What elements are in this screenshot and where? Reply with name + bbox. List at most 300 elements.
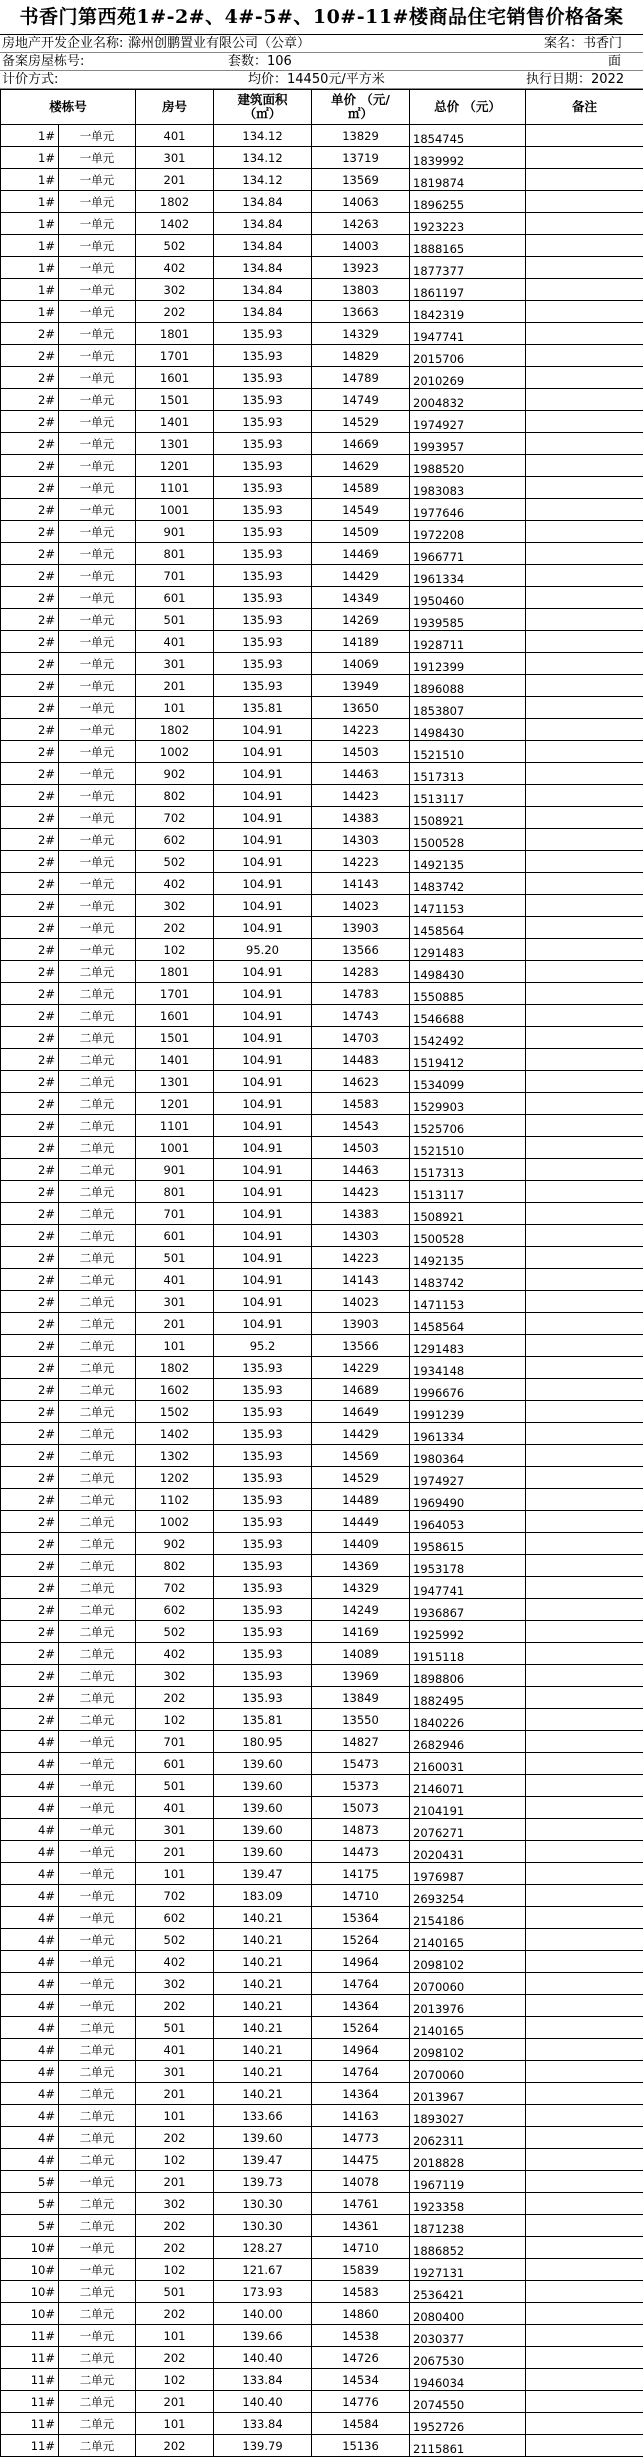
building-cell: 2# — [1, 1599, 59, 1621]
building-cell: 1# — [1, 301, 59, 323]
unit-cell: 二单元 — [59, 2149, 136, 2171]
total-price-cell: 1896088 — [410, 675, 526, 697]
remark-cell — [526, 961, 643, 983]
area-cell: 135.93 — [214, 411, 312, 433]
unit-price-cell: 14329 — [312, 323, 410, 345]
total-price-cell: 1958615 — [410, 1533, 526, 1555]
unit-price-cell: 14475 — [312, 2149, 410, 2171]
building-cell: 2# — [1, 873, 59, 895]
building-cell: 1# — [1, 169, 59, 191]
table-row — [1, 1599, 643, 1621]
unit-cell: 一单元 — [59, 1885, 136, 1907]
remark-cell — [526, 873, 643, 895]
building-cell: 5# — [1, 2215, 59, 2237]
unit-price-cell: 14473 — [312, 1841, 410, 1863]
building-cell: 4# — [1, 2105, 59, 2127]
table-row — [1, 939, 643, 961]
unit-cell: 二单元 — [59, 1203, 136, 1225]
room-cell: 702 — [136, 807, 214, 829]
unit-price-cell: 14449 — [312, 1511, 410, 1533]
remark-cell — [526, 1863, 643, 1885]
total-price-cell: 2098102 — [410, 2039, 526, 2061]
unit-cell: 一单元 — [59, 301, 136, 323]
total-price-cell: 1961334 — [410, 565, 526, 587]
building-cell: 2# — [1, 587, 59, 609]
case-name-label: 案名：书香门 — [544, 35, 622, 52]
building-cell: 10# — [1, 2259, 59, 2281]
total-price-cell: 1471153 — [410, 1291, 526, 1313]
room-cell: 101 — [136, 2105, 214, 2127]
table-row — [1, 1093, 643, 1115]
total-price-cell: 1521510 — [410, 1137, 526, 1159]
building-cell: 5# — [1, 2193, 59, 2215]
room-cell: 101 — [136, 697, 214, 719]
table-row — [1, 1533, 643, 1555]
remark-cell — [526, 2369, 643, 2391]
building-cell: 2# — [1, 1159, 59, 1181]
unit-price-cell: 14649 — [312, 1401, 410, 1423]
unit-price-cell: 13566 — [312, 939, 410, 961]
unit-cell: 二单元 — [59, 2039, 136, 2061]
unit-price-cell: 14583 — [312, 2281, 410, 2303]
remark-cell — [526, 1621, 643, 1643]
area-cell: 139.60 — [214, 1819, 312, 1841]
total-price-cell: 1923223 — [410, 213, 526, 235]
building-cell: 1# — [1, 191, 59, 213]
table-row — [1, 697, 643, 719]
table-row — [1, 1247, 643, 1269]
table-row — [1, 1863, 643, 1885]
unit-price-cell: 14529 — [312, 1467, 410, 1489]
table-row — [1, 2303, 643, 2325]
room-cell: 202 — [136, 2215, 214, 2237]
room-cell: 302 — [136, 895, 214, 917]
area-cell: 95.2 — [214, 1335, 312, 1357]
total-price-cell: 1974927 — [410, 1467, 526, 1489]
unit-cell: 一单元 — [59, 829, 136, 851]
total-price-cell: 1898806 — [410, 1665, 526, 1687]
building-cell: 4# — [1, 2149, 59, 2171]
table-row — [1, 1203, 643, 1225]
remark-cell — [526, 1753, 643, 1775]
table-row — [1, 455, 643, 477]
area-cell: 134.84 — [214, 279, 312, 301]
unit-cell: 二单元 — [59, 1071, 136, 1093]
unit-price-cell: 14584 — [312, 2413, 410, 2435]
room-cell: 1002 — [136, 741, 214, 763]
unit-price-cell: 14583 — [312, 1093, 410, 1115]
table-row — [1, 1555, 643, 1577]
total-price-cell: 1521510 — [410, 741, 526, 763]
unit-cell: 一单元 — [59, 2171, 136, 2193]
unit-cell: 一单元 — [59, 521, 136, 543]
total-price-cell: 1498430 — [410, 961, 526, 983]
room-cell: 601 — [136, 587, 214, 609]
table-row — [1, 2259, 643, 2281]
total-price-cell: 1966771 — [410, 543, 526, 565]
area-cell: 140.21 — [214, 1995, 312, 2017]
total-price-cell: 1988520 — [410, 455, 526, 477]
header-area — [214, 90, 312, 125]
unit-price-cell: 14023 — [312, 1291, 410, 1313]
unit-cell: 一单元 — [59, 807, 136, 829]
unit-cell: 二单元 — [59, 1357, 136, 1379]
room-cell: 301 — [136, 1819, 214, 1841]
total-price-cell: 1550885 — [410, 983, 526, 1005]
room-cell: 1002 — [136, 1511, 214, 1533]
total-price-cell: 2154186 — [410, 1907, 526, 1929]
table-row — [1, 961, 643, 983]
room-cell: 502 — [136, 1621, 214, 1643]
table-row — [1, 829, 643, 851]
remark-cell — [526, 829, 643, 851]
remark-cell — [526, 631, 643, 653]
unit-price-cell: 14143 — [312, 873, 410, 895]
area-cell: 135.93 — [214, 675, 312, 697]
building-cell: 2# — [1, 1709, 59, 1731]
remark-cell — [526, 1071, 643, 1093]
table-row — [1, 1467, 643, 1489]
total-price-cell: 1974927 — [410, 411, 526, 433]
unit-cell: 二单元 — [59, 2017, 136, 2039]
room-cell: 401 — [136, 1269, 214, 1291]
unit-cell: 一单元 — [59, 565, 136, 587]
building-cell: 2# — [1, 499, 59, 521]
building-cell: 4# — [1, 1819, 59, 1841]
room-cell: 202 — [136, 2237, 214, 2259]
area-cell: 104.91 — [214, 1093, 312, 1115]
remark-cell — [526, 1731, 643, 1753]
area-cell: 135.93 — [214, 367, 312, 389]
total-price-cell: 1500528 — [410, 1225, 526, 1247]
table-row — [1, 1665, 643, 1687]
table-row — [1, 1291, 643, 1313]
building-cell: 2# — [1, 1665, 59, 1687]
area-cell: 139.60 — [214, 1753, 312, 1775]
room-cell: 202 — [136, 2347, 214, 2369]
total-price-cell: 1871238 — [410, 2215, 526, 2237]
area-cell: 140.00 — [214, 2303, 312, 2325]
unit-price-cell: 14489 — [312, 1489, 410, 1511]
remark-cell — [526, 1291, 643, 1313]
room-cell: 602 — [136, 1599, 214, 1621]
building-cell: 2# — [1, 697, 59, 719]
area-cell: 135.93 — [214, 1357, 312, 1379]
area-cell: 135.93 — [214, 1445, 312, 1467]
remark-cell — [526, 1665, 643, 1687]
unit-cell: 二单元 — [59, 1049, 136, 1071]
building-cell: 2# — [1, 1643, 59, 1665]
header-total: 总价 （元） — [410, 90, 526, 125]
unit-cell: 二单元 — [59, 1621, 136, 1643]
total-price-cell: 1853807 — [410, 697, 526, 719]
table-row — [1, 2391, 643, 2413]
table-row — [1, 2325, 643, 2347]
unit-price-cell: 14383 — [312, 807, 410, 829]
table-row — [1, 1489, 643, 1511]
unit-cell: 一单元 — [59, 1841, 136, 1863]
unit-price-cell: 14860 — [312, 2303, 410, 2325]
remark-cell — [526, 191, 643, 213]
room-cell: 502 — [136, 235, 214, 257]
remark-cell — [526, 1313, 643, 1335]
area-cell: 140.21 — [214, 2039, 312, 2061]
remark-cell — [526, 587, 643, 609]
area-cell: 140.21 — [214, 2017, 312, 2039]
building-cell: 2# — [1, 1445, 59, 1467]
unit-price-cell: 14669 — [312, 433, 410, 455]
area-cell: 104.91 — [214, 873, 312, 895]
unit-cell: 一单元 — [59, 389, 136, 411]
unit-price-cell: 14749 — [312, 389, 410, 411]
remark-cell — [526, 1445, 643, 1467]
unit-cell: 二单元 — [59, 983, 136, 1005]
unit-price-cell: 14364 — [312, 1995, 410, 2017]
total-price-cell: 1980364 — [410, 1445, 526, 1467]
total-price-cell: 2682946 — [410, 1731, 526, 1753]
area-cell: 139.60 — [214, 1797, 312, 1819]
area-cell: 139.66 — [214, 2325, 312, 2347]
table-row — [1, 2413, 643, 2435]
room-cell: 702 — [136, 1577, 214, 1599]
unit-cell: 一单元 — [59, 587, 136, 609]
unit-cell: 二单元 — [59, 1027, 136, 1049]
unit-cell: 二单元 — [59, 2413, 136, 2435]
remark-cell — [526, 411, 643, 433]
building-cell: 2# — [1, 1489, 59, 1511]
remark-cell — [526, 477, 643, 499]
room-cell: 901 — [136, 521, 214, 543]
room-cell: 202 — [136, 917, 214, 939]
total-price-cell: 1972208 — [410, 521, 526, 543]
unit-cell: 一单元 — [59, 169, 136, 191]
unit-cell: 二单元 — [59, 2281, 136, 2303]
remark-cell — [526, 1423, 643, 1445]
room-cell: 402 — [136, 257, 214, 279]
unit-price-cell: 14463 — [312, 1159, 410, 1181]
unit-price-cell: 14369 — [312, 1555, 410, 1577]
header-row — [1, 90, 643, 125]
room-cell: 201 — [136, 2391, 214, 2413]
remark-cell — [526, 851, 643, 873]
unit-cell: 二单元 — [59, 1445, 136, 1467]
area-cell: 104.91 — [214, 895, 312, 917]
total-price-cell: 1893027 — [410, 2105, 526, 2127]
building-cell: 1# — [1, 279, 59, 301]
room-cell: 101 — [136, 1863, 214, 1885]
room-cell: 501 — [136, 1775, 214, 1797]
total-price-cell: 1991239 — [410, 1401, 526, 1423]
unit-price-cell: 14349 — [312, 587, 410, 609]
unit-price-cell: 14023 — [312, 895, 410, 917]
remark-cell — [526, 1577, 643, 1599]
unit-price-cell: 14503 — [312, 741, 410, 763]
remark-cell — [526, 2237, 643, 2259]
area-cell: 104.91 — [214, 1159, 312, 1181]
area-cell: 104.91 — [214, 1203, 312, 1225]
room-cell: 101 — [136, 1335, 214, 1357]
table-row — [1, 1929, 643, 1951]
unit-price-cell: 14283 — [312, 961, 410, 983]
pricing-method-label: 计价方式: — [2, 71, 58, 88]
area-cell: 135.93 — [214, 1511, 312, 1533]
remark-cell — [526, 697, 643, 719]
unit-price-cell: 14549 — [312, 499, 410, 521]
remark-cell — [526, 565, 643, 587]
building-cell: 2# — [1, 763, 59, 785]
unit-cell: 二单元 — [59, 1005, 136, 1027]
unit-price-cell: 14964 — [312, 1951, 410, 1973]
remark-cell — [526, 147, 643, 169]
remark-cell — [526, 1137, 643, 1159]
unit-price-cell: 14089 — [312, 1643, 410, 1665]
unit-cell: 二单元 — [59, 1225, 136, 1247]
total-price-cell: 1842319 — [410, 301, 526, 323]
building-cell: 2# — [1, 1137, 59, 1159]
unit-price-cell: 13550 — [312, 1709, 410, 1731]
unit-price-cell: 14229 — [312, 1357, 410, 1379]
remark-cell — [526, 1841, 643, 1863]
total-price-cell: 2140165 — [410, 2017, 526, 2039]
total-price-cell: 1542492 — [410, 1027, 526, 1049]
building-cell: 2# — [1, 1005, 59, 1027]
unit-price-cell: 15136 — [312, 2435, 410, 2457]
table-row — [1, 1357, 643, 1379]
header-area-line1: 建筑面积 — [214, 93, 311, 107]
room-cell: 201 — [136, 169, 214, 191]
table-row — [1, 785, 643, 807]
total-price-cell: 2004832 — [410, 389, 526, 411]
unit-cell: 二单元 — [59, 2347, 136, 2369]
area-cell: 104.91 — [214, 1005, 312, 1027]
unit-price-cell: 13903 — [312, 1313, 410, 1335]
table-row — [1, 1159, 643, 1181]
unit-price-cell: 13969 — [312, 1665, 410, 1687]
room-cell: 102 — [136, 1709, 214, 1731]
unit-cell: 一单元 — [59, 653, 136, 675]
unit-cell: 一单元 — [59, 1753, 136, 1775]
unit-price-cell: 14263 — [312, 213, 410, 235]
building-cell: 2# — [1, 1291, 59, 1313]
total-price-cell: 1519412 — [410, 1049, 526, 1071]
total-price-cell: 2020431 — [410, 1841, 526, 1863]
unit-price-cell: 14629 — [312, 455, 410, 477]
header-area-line2: （㎡） — [214, 107, 311, 121]
unit-cell: 一单元 — [59, 125, 136, 147]
total-price-cell: 1947741 — [410, 1577, 526, 1599]
area-cell: 135.93 — [214, 345, 312, 367]
table-row — [1, 2435, 643, 2457]
unit-price-cell: 14175 — [312, 1863, 410, 1885]
building-cell: 4# — [1, 1907, 59, 1929]
remark-cell — [526, 389, 643, 411]
room-cell: 802 — [136, 1555, 214, 1577]
total-price-cell: 1934148 — [410, 1357, 526, 1379]
unit-price-cell: 13719 — [312, 147, 410, 169]
unit-price-cell: 13650 — [312, 697, 410, 719]
room-cell: 1402 — [136, 213, 214, 235]
remark-cell — [526, 939, 643, 961]
remark-cell — [526, 785, 643, 807]
room-cell: 702 — [136, 1885, 214, 1907]
unit-price-cell: 14589 — [312, 477, 410, 499]
unit-price-cell: 14189 — [312, 631, 410, 653]
unit-price-cell: 14689 — [312, 1379, 410, 1401]
total-price-cell: 1861197 — [410, 279, 526, 301]
unit-cell: 一单元 — [59, 213, 136, 235]
remark-cell — [526, 1115, 643, 1137]
remark-cell — [526, 763, 643, 785]
table-row — [1, 807, 643, 829]
total-price-cell: 1492135 — [410, 1247, 526, 1269]
unit-cell: 一单元 — [59, 1907, 136, 1929]
table-row — [1, 2281, 643, 2303]
unit-cell: 二单元 — [59, 2215, 136, 2237]
unit-price-cell: 14329 — [312, 1577, 410, 1599]
remark-cell — [526, 1005, 643, 1027]
area-cell: 104.91 — [214, 1225, 312, 1247]
area-cell: 135.93 — [214, 1687, 312, 1709]
table-row — [1, 257, 643, 279]
total-price-cell: 1517313 — [410, 1159, 526, 1181]
unit-price-cell: 14873 — [312, 1819, 410, 1841]
room-cell: 401 — [136, 125, 214, 147]
table-row — [1, 169, 643, 191]
area-cell: 140.21 — [214, 1951, 312, 1973]
building-cell: 2# — [1, 1687, 59, 1709]
room-cell: 201 — [136, 2171, 214, 2193]
building-cell: 11# — [1, 2325, 59, 2347]
unit-price-cell: 14303 — [312, 1225, 410, 1247]
header-price-line1: 单价 （元/ — [312, 93, 409, 107]
area-cell: 134.84 — [214, 191, 312, 213]
area-cell: 133.66 — [214, 2105, 312, 2127]
remark-cell — [526, 2391, 643, 2413]
building-cell: 2# — [1, 961, 59, 983]
remark-cell — [526, 1643, 643, 1665]
table-row — [1, 1753, 643, 1775]
table-row — [1, 587, 643, 609]
area-cell: 135.93 — [214, 1643, 312, 1665]
building-cell: 4# — [1, 1995, 59, 2017]
remark-cell — [526, 367, 643, 389]
table-row — [1, 279, 643, 301]
table-row — [1, 1225, 643, 1247]
unit-price-cell: 14773 — [312, 2127, 410, 2149]
room-cell: 102 — [136, 2259, 214, 2281]
building-cell: 10# — [1, 2281, 59, 2303]
building-cell: 11# — [1, 2347, 59, 2369]
room-cell: 501 — [136, 2017, 214, 2039]
room-cell: 701 — [136, 1731, 214, 1753]
unit-price-cell: 14509 — [312, 521, 410, 543]
unit-cell: 一单元 — [59, 2237, 136, 2259]
unit-cell: 二单元 — [59, 1291, 136, 1313]
area-cell: 135.93 — [214, 477, 312, 499]
remark-cell — [526, 1379, 643, 1401]
area-cell: 135.93 — [214, 1423, 312, 1445]
remark-cell — [526, 1555, 643, 1577]
building-cell: 2# — [1, 1533, 59, 1555]
room-cell: 1801 — [136, 323, 214, 345]
room-cell: 402 — [136, 1643, 214, 1665]
table-row — [1, 213, 643, 235]
area-cell: 140.21 — [214, 1907, 312, 1929]
building-cell: 2# — [1, 565, 59, 587]
building-cell: 2# — [1, 521, 59, 543]
page-title: 书香门第西苑1#-2#、4#-5#、10#-11#楼商品住宅销售价格备案 — [0, 0, 643, 35]
unit-price-cell: 14223 — [312, 851, 410, 873]
